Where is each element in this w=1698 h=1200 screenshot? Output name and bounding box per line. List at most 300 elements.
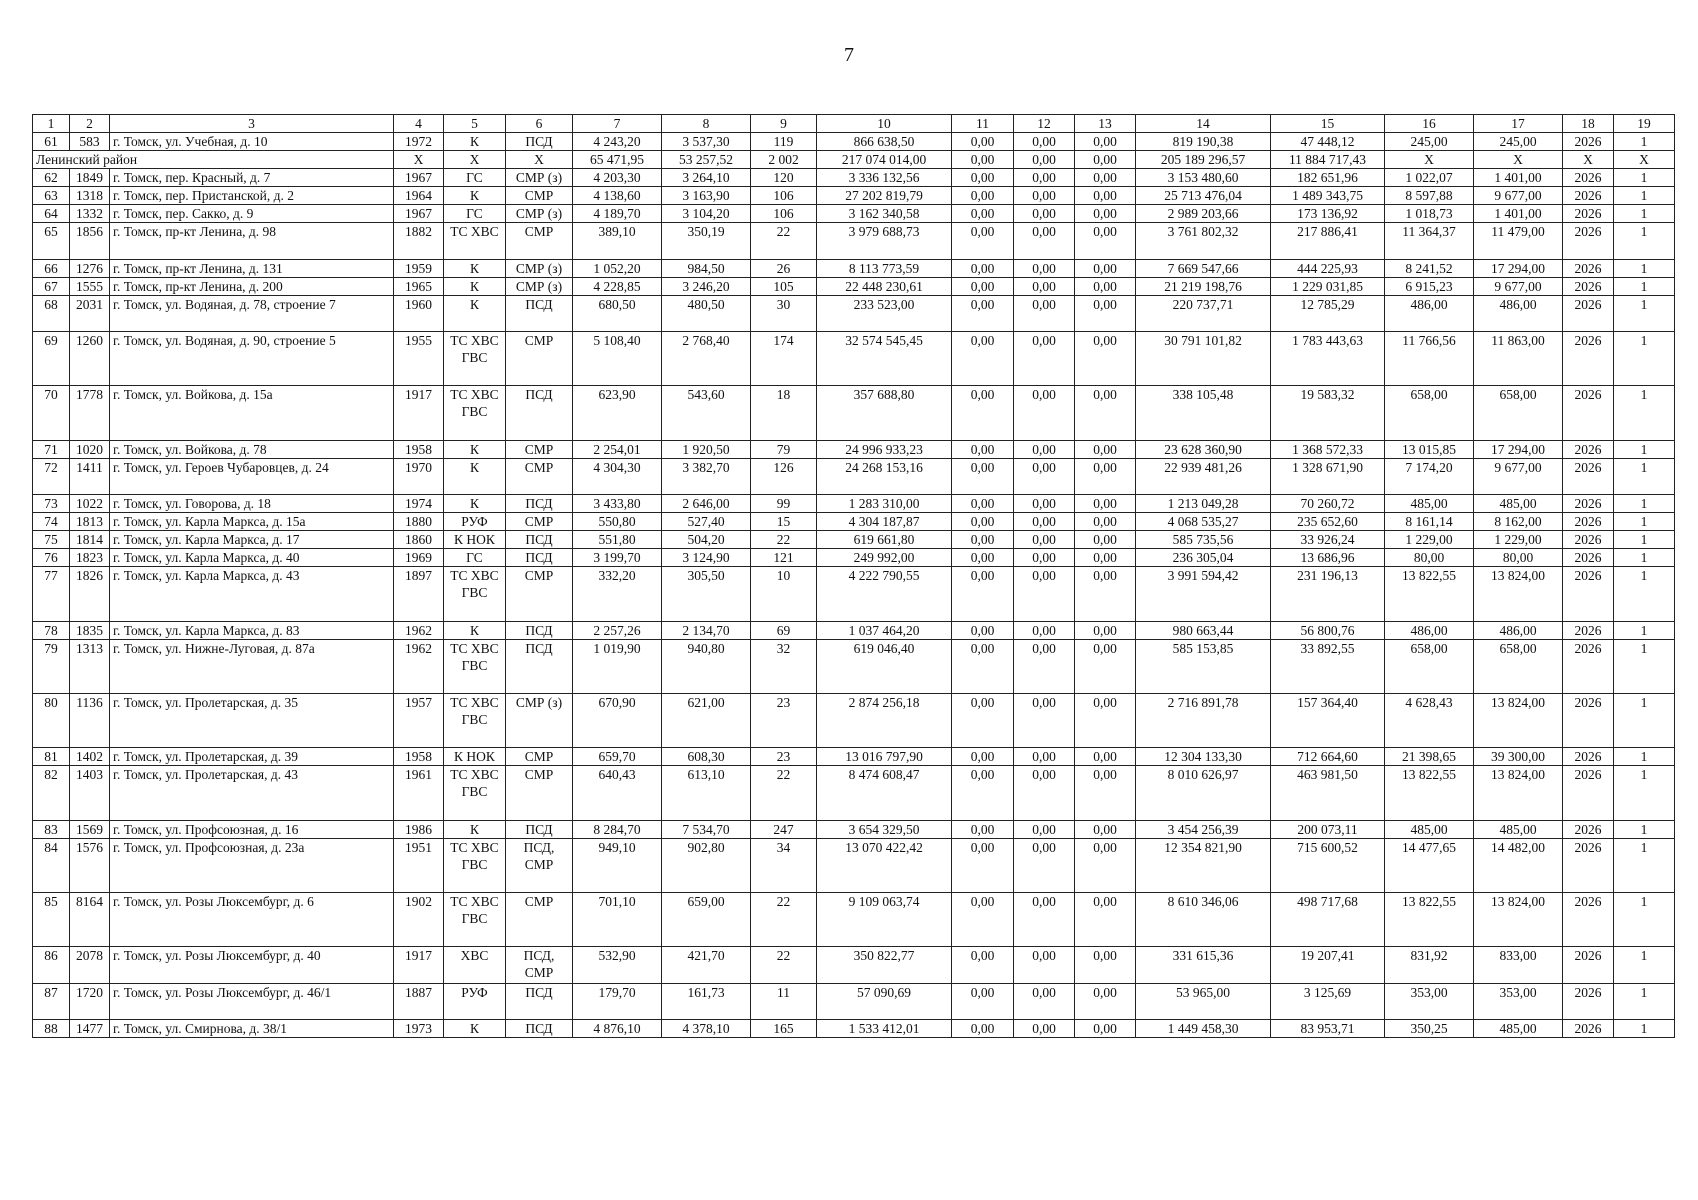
table-cell: 463 981,50	[1271, 766, 1385, 820]
table-cell: 1917	[394, 386, 444, 440]
table-cell: К НОК	[444, 748, 506, 766]
table-cell: 71	[33, 440, 70, 458]
table-cell: 0,00	[952, 259, 1014, 277]
table-cell: 0,00	[952, 295, 1014, 331]
table-cell: ТС ХВС ГВС	[444, 639, 506, 693]
table-cell: 33 892,55	[1271, 639, 1385, 693]
table-cell: 72	[33, 458, 70, 494]
table-cell: 1	[1614, 838, 1675, 892]
table-cell: 670,90	[573, 693, 662, 747]
table-row	[33, 621, 1675, 639]
table-cell: 0,00	[1014, 766, 1075, 820]
table-cell: 1	[1614, 748, 1675, 766]
table-cell: 2026	[1563, 693, 1614, 747]
table-cell: 0,00	[952, 169, 1014, 187]
table-cell: СМР	[506, 332, 573, 386]
table-cell: 22 939 481,26	[1136, 458, 1271, 494]
address-cell: г. Томск, пер. Сакко, д. 9	[110, 205, 394, 223]
table-cell: 0,00	[1014, 223, 1075, 259]
table-cell: 18	[751, 386, 817, 440]
table-cell: 1972	[394, 133, 444, 151]
table-cell: 0,00	[952, 621, 1014, 639]
table-cell: 73	[33, 494, 70, 512]
table-cell: 1	[1614, 567, 1675, 621]
table-cell: 11	[751, 983, 817, 1019]
table-cell: 357 688,80	[817, 386, 952, 440]
table-cell: 1	[1614, 531, 1675, 549]
table-cell: 486,00	[1385, 621, 1474, 639]
table-cell: 1020	[70, 440, 110, 458]
table-cell: 0,00	[952, 277, 1014, 295]
table-cell: 866 638,50	[817, 133, 952, 151]
table-cell: 658,00	[1385, 386, 1474, 440]
table-cell: ТС ХВС ГВС	[444, 693, 506, 747]
address-cell: г. Томск, пер. Пристанской, д. 2	[110, 187, 394, 205]
table-cell: 0,00	[1014, 639, 1075, 693]
column-header: 14	[1136, 115, 1271, 133]
table-cell: 24 268 153,16	[817, 458, 952, 494]
table-cell: 640,43	[573, 766, 662, 820]
table-cell: 17 294,00	[1474, 259, 1563, 277]
table-cell: 1962	[394, 639, 444, 693]
table-cell: 1332	[70, 205, 110, 223]
table-cell: 12 785,29	[1271, 295, 1385, 331]
table-cell: 1 368 572,33	[1271, 440, 1385, 458]
table-cell: 8 113 773,59	[817, 259, 952, 277]
table-cell: 0,00	[1014, 205, 1075, 223]
column-header: 4	[394, 115, 444, 133]
page-number: 7	[844, 44, 854, 66]
table-cell: ПСД	[506, 494, 573, 512]
table-cell: 585 153,85	[1136, 639, 1271, 693]
table-cell: 247	[751, 820, 817, 838]
table-cell: 1959	[394, 259, 444, 277]
table-cell: 21 219 198,76	[1136, 277, 1271, 295]
table-cell: 2 716 891,78	[1136, 693, 1271, 747]
table-cell: 2026	[1563, 838, 1614, 892]
table-cell: 235 652,60	[1271, 513, 1385, 531]
table-cell: 75	[33, 531, 70, 549]
table-cell: 2026	[1563, 259, 1614, 277]
table-cell: К	[444, 187, 506, 205]
table-cell: 11 766,56	[1385, 332, 1474, 386]
table-cell: 56 800,76	[1271, 621, 1385, 639]
address-cell: г. Томск, ул. Пролетарская, д. 39	[110, 748, 394, 766]
table-cell: 0,00	[1014, 169, 1075, 187]
table-cell: 22 448 230,61	[817, 277, 952, 295]
column-header: 12	[1014, 115, 1075, 133]
table-cell: 53 965,00	[1136, 983, 1271, 1019]
table-cell: 1	[1614, 295, 1675, 331]
table-row	[33, 223, 1675, 259]
table-row	[33, 513, 1675, 531]
table-cell: 0,00	[1014, 440, 1075, 458]
housing-repair-table	[32, 114, 1675, 1038]
table-cell: 0,00	[1075, 187, 1136, 205]
table-cell: ПСД	[506, 295, 573, 331]
table-cell: К	[444, 440, 506, 458]
table-cell: 1 401,00	[1474, 169, 1563, 187]
table-cell: 76	[33, 549, 70, 567]
table-cell: 0,00	[1014, 947, 1075, 983]
table-cell: СМР (з)	[506, 693, 573, 747]
table-cell: 1 018,73	[1385, 205, 1474, 223]
table-cell: 2026	[1563, 133, 1614, 151]
table-cell: 2031	[70, 295, 110, 331]
table-cell: ТС ХВС ГВС	[444, 386, 506, 440]
table-cell: 1	[1614, 494, 1675, 512]
table-cell: 74	[33, 513, 70, 531]
table-cell: 0,00	[1075, 169, 1136, 187]
table-cell: 13 824,00	[1474, 693, 1563, 747]
table-cell: 3 125,69	[1271, 983, 1385, 1019]
table-cell: ПСД	[506, 386, 573, 440]
table-cell: 121	[751, 549, 817, 567]
table-cell: 53 257,52	[662, 151, 751, 169]
table-cell: 2026	[1563, 440, 1614, 458]
table-cell: 34	[751, 838, 817, 892]
table-cell: 0,00	[1014, 748, 1075, 766]
table-cell: ПСД	[506, 133, 573, 151]
table-cell: 0,00	[1014, 187, 1075, 205]
table-cell: 421,70	[662, 947, 751, 983]
table-cell: 15	[751, 513, 817, 531]
table-cell: 65	[33, 223, 70, 259]
table-cell: 902,80	[662, 838, 751, 892]
table-cell: 0,00	[1075, 151, 1136, 169]
table-cell: 3 336 132,56	[817, 169, 952, 187]
table-cell: 0,00	[1075, 531, 1136, 549]
table-cell: 245,00	[1474, 133, 1563, 151]
table-cell: 22	[751, 893, 817, 947]
table-cell: 3 124,90	[662, 549, 751, 567]
address-cell: г. Томск, ул. Карла Маркса, д. 43	[110, 567, 394, 621]
table-cell: 621,00	[662, 693, 751, 747]
table-cell: 0,00	[952, 494, 1014, 512]
table-cell: 23 628 360,90	[1136, 440, 1271, 458]
table-cell: 0,00	[952, 947, 1014, 983]
table-cell: 217 074 014,00	[817, 151, 952, 169]
table-cell: 3 163,90	[662, 187, 751, 205]
table-cell: 7 669 547,66	[1136, 259, 1271, 277]
table-cell: СМР	[506, 440, 573, 458]
table-cell: 0,00	[952, 639, 1014, 693]
table-cell: 182 651,96	[1271, 169, 1385, 187]
address-cell: г. Томск, ул. Смирнова, д. 38/1	[110, 1019, 394, 1037]
column-header: 2	[70, 115, 110, 133]
table-cell: 120	[751, 169, 817, 187]
table-cell: 1961	[394, 766, 444, 820]
table-cell: 659,70	[573, 748, 662, 766]
table-cell: 7 174,20	[1385, 458, 1474, 494]
table-cell: 486,00	[1474, 621, 1563, 639]
table-cell: 0,00	[1075, 386, 1136, 440]
table-cell: 3 991 594,42	[1136, 567, 1271, 621]
table-cell: 1974	[394, 494, 444, 512]
table-cell: 1477	[70, 1019, 110, 1037]
table-cell: 338 105,48	[1136, 386, 1271, 440]
table-cell: 0,00	[1014, 259, 1075, 277]
table-cell: 1823	[70, 549, 110, 567]
table-cell: К	[444, 277, 506, 295]
column-header: 5	[444, 115, 506, 133]
table-cell: 1962	[394, 621, 444, 639]
table-cell: ПСД	[506, 820, 573, 838]
table-cell: 0,00	[1075, 766, 1136, 820]
table-cell: 0,00	[1014, 893, 1075, 947]
table-cell: 22	[751, 947, 817, 983]
address-cell: г. Томск, ул. Учебная, д. 10	[110, 133, 394, 151]
table-cell: 1856	[70, 223, 110, 259]
table-cell: 8164	[70, 893, 110, 947]
table-row	[33, 838, 1675, 892]
table-cell: К	[444, 133, 506, 151]
table-cell: СМР (з)	[506, 169, 573, 187]
table-cell: СМР	[506, 513, 573, 531]
table-cell: 0,00	[1014, 693, 1075, 747]
table-cell: 1	[1614, 947, 1675, 983]
address-cell: г. Томск, пр-кт Ленина, д. 200	[110, 277, 394, 295]
table-cell: 2026	[1563, 947, 1614, 983]
table-cell: 1 283 310,00	[817, 494, 952, 512]
table-cell: 619 046,40	[817, 639, 952, 693]
table-cell: 0,00	[952, 766, 1014, 820]
table-cell: 30	[751, 295, 817, 331]
table-row	[33, 893, 1675, 947]
table-cell: 1	[1614, 693, 1675, 747]
table-cell: 1 783 443,63	[1271, 332, 1385, 386]
table-cell: 119	[751, 133, 817, 151]
table-cell: 8 241,52	[1385, 259, 1474, 277]
table-cell: 25 713 476,04	[1136, 187, 1271, 205]
table-cell: 3 537,30	[662, 133, 751, 151]
table-body	[33, 115, 1675, 1038]
table-cell: 583	[70, 133, 110, 151]
table-cell: 0,00	[1075, 205, 1136, 223]
table-row	[33, 440, 1675, 458]
table-cell: 33 926,24	[1271, 531, 1385, 549]
table-cell: 527,40	[662, 513, 751, 531]
table-cell: 831,92	[1385, 947, 1474, 983]
table-cell: 543,60	[662, 386, 751, 440]
address-cell: г. Томск, пр-кт Ленина, д. 98	[110, 223, 394, 259]
table-cell: Х	[1563, 151, 1614, 169]
table-cell: ПСД	[506, 531, 573, 549]
table-cell: 485,00	[1385, 494, 1474, 512]
table-cell: 350,25	[1385, 1019, 1474, 1037]
table-cell: 32 574 545,45	[817, 332, 952, 386]
column-header: 19	[1614, 115, 1675, 133]
table-cell: 1887	[394, 983, 444, 1019]
table-cell: 585 735,56	[1136, 531, 1271, 549]
table-cell: 4 228,85	[573, 277, 662, 295]
address-cell: г. Томск, ул. Розы Люксембург, д. 6	[110, 893, 394, 947]
table-cell: 245,00	[1385, 133, 1474, 151]
table-cell: 77	[33, 567, 70, 621]
table-cell: 8 474 608,47	[817, 766, 952, 820]
table-cell: СМР (з)	[506, 277, 573, 295]
table-cell: ГС	[444, 205, 506, 223]
table-cell: 0,00	[1075, 223, 1136, 259]
table-cell: 3 104,20	[662, 205, 751, 223]
table-cell: 0,00	[952, 386, 1014, 440]
table-cell: 2 134,70	[662, 621, 751, 639]
table-cell: 9 677,00	[1474, 277, 1563, 295]
table-cell: 1022	[70, 494, 110, 512]
table-cell: 0,00	[952, 151, 1014, 169]
table-cell: 2 002	[751, 151, 817, 169]
table-cell: 1411	[70, 458, 110, 494]
table-cell: 486,00	[1474, 295, 1563, 331]
column-header: 15	[1271, 115, 1385, 133]
table-cell: 86	[33, 947, 70, 983]
table-cell: 485,00	[1474, 494, 1563, 512]
table-cell: 2026	[1563, 332, 1614, 386]
table-cell: 0,00	[952, 748, 1014, 766]
table-cell: 64	[33, 205, 70, 223]
table-cell: 106	[751, 205, 817, 223]
table-cell: 4 068 535,27	[1136, 513, 1271, 531]
table-cell: СМР	[506, 458, 573, 494]
table-cell: ПСД	[506, 549, 573, 567]
table-cell: 66	[33, 259, 70, 277]
table-cell: 2078	[70, 947, 110, 983]
table-cell: 2026	[1563, 295, 1614, 331]
table-cell: 984,50	[662, 259, 751, 277]
column-header: 17	[1474, 115, 1563, 133]
table-cell: 7 534,70	[662, 820, 751, 838]
table-cell: 658,00	[1474, 386, 1563, 440]
table-cell: 3 433,80	[573, 494, 662, 512]
table-cell: 0,00	[1075, 513, 1136, 531]
table-cell: 1958	[394, 440, 444, 458]
table-cell: 331 615,36	[1136, 947, 1271, 983]
table-cell: 1 019,90	[573, 639, 662, 693]
table-cell: 0,00	[1014, 332, 1075, 386]
table-cell: 680,50	[573, 295, 662, 331]
table-cell: 2026	[1563, 549, 1614, 567]
table-cell: 0,00	[952, 332, 1014, 386]
table-cell: 659,00	[662, 893, 751, 947]
table-cell: 4 304 187,87	[817, 513, 952, 531]
table-cell: 0,00	[952, 1019, 1014, 1037]
table-cell: 1	[1614, 205, 1675, 223]
table-cell: 12 354 821,90	[1136, 838, 1271, 892]
address-cell: г. Томск, ул. Героев Чубаровцев, д. 24	[110, 458, 394, 494]
table-cell: 1 328 671,90	[1271, 458, 1385, 494]
table-cell: 0,00	[952, 458, 1014, 494]
table-cell: 819 190,38	[1136, 133, 1271, 151]
table-cell: ГС	[444, 549, 506, 567]
table-row	[33, 259, 1675, 277]
table-cell: 70 260,72	[1271, 494, 1385, 512]
table-cell: СМР	[506, 893, 573, 947]
table-cell: 0,00	[952, 223, 1014, 259]
table-cell: 0,00	[1075, 947, 1136, 983]
table-cell: 486,00	[1385, 295, 1474, 331]
table-cell: 4 378,10	[662, 1019, 751, 1037]
table-cell: 1	[1614, 549, 1675, 567]
table-cell: 1402	[70, 748, 110, 766]
table-cell: 6 915,23	[1385, 277, 1474, 295]
table-cell: СМР (з)	[506, 205, 573, 223]
table-cell: 80,00	[1474, 549, 1563, 567]
table-cell: 389,10	[573, 223, 662, 259]
table-cell: ПСД, СМР	[506, 838, 573, 892]
table-cell: 0,00	[952, 820, 1014, 838]
table-cell: 1 213 049,28	[1136, 494, 1271, 512]
table-cell: 0,00	[1014, 133, 1075, 151]
table-cell: 1973	[394, 1019, 444, 1037]
table-cell: 1967	[394, 169, 444, 187]
table-cell: 11 863,00	[1474, 332, 1563, 386]
table-cell: 8 010 626,97	[1136, 766, 1271, 820]
table-cell: 84	[33, 838, 70, 892]
table-cell: 27 202 819,79	[817, 187, 952, 205]
table-cell: 2026	[1563, 893, 1614, 947]
table-cell: 13 686,96	[1271, 549, 1385, 567]
table-cell: 5 108,40	[573, 332, 662, 386]
table-row	[33, 748, 1675, 766]
table-cell: СМР (з)	[506, 259, 573, 277]
table-cell: 0,00	[1014, 621, 1075, 639]
table-cell: 157 364,40	[1271, 693, 1385, 747]
table-cell: К	[444, 259, 506, 277]
table-cell: 21 398,65	[1385, 748, 1474, 766]
table-cell: 70	[33, 386, 70, 440]
table-cell: 1	[1614, 259, 1675, 277]
table-cell: 3 382,70	[662, 458, 751, 494]
table-cell: 249 992,00	[817, 549, 952, 567]
table-cell: 1 037 464,20	[817, 621, 952, 639]
column-header: 9	[751, 115, 817, 133]
table-cell: 205 189 296,57	[1136, 151, 1271, 169]
table-cell: 4 138,60	[573, 187, 662, 205]
table-cell: 485,00	[1474, 820, 1563, 838]
address-cell: г. Томск, ул. Профсоюзная, д. 16	[110, 820, 394, 838]
table-cell: 444 225,93	[1271, 259, 1385, 277]
table-cell: 173 136,92	[1271, 205, 1385, 223]
table-cell: 79	[751, 440, 817, 458]
column-header: 11	[952, 115, 1014, 133]
table-cell: 332,20	[573, 567, 662, 621]
table-cell: ТС ХВС ГВС	[444, 766, 506, 820]
table-cell: 62	[33, 169, 70, 187]
table-cell: 17 294,00	[1474, 440, 1563, 458]
address-cell: г. Томск, ул. Водяная, д. 90, строение 5	[110, 332, 394, 386]
table-cell: К	[444, 820, 506, 838]
table-cell: 1	[1614, 223, 1675, 259]
table-cell: 715 600,52	[1271, 838, 1385, 892]
table-cell: 1969	[394, 549, 444, 567]
address-cell: г. Томск, ул. Профсоюзная, д. 23а	[110, 838, 394, 892]
table-cell: 1917	[394, 947, 444, 983]
table-cell: 1 052,20	[573, 259, 662, 277]
table-cell: 0,00	[1014, 295, 1075, 331]
table-cell: 4 628,43	[1385, 693, 1474, 747]
table-cell: 0,00	[1014, 513, 1075, 531]
table-cell: 485,00	[1385, 820, 1474, 838]
table-cell: 79	[33, 639, 70, 693]
table-cell: 88	[33, 1019, 70, 1037]
column-header: 8	[662, 115, 751, 133]
table-cell: 1860	[394, 531, 444, 549]
table-cell: 0,00	[1014, 458, 1075, 494]
table-row	[33, 983, 1675, 1019]
table-cell: 2026	[1563, 386, 1614, 440]
table-cell: 19 583,32	[1271, 386, 1385, 440]
table-cell: 13 824,00	[1474, 893, 1563, 947]
